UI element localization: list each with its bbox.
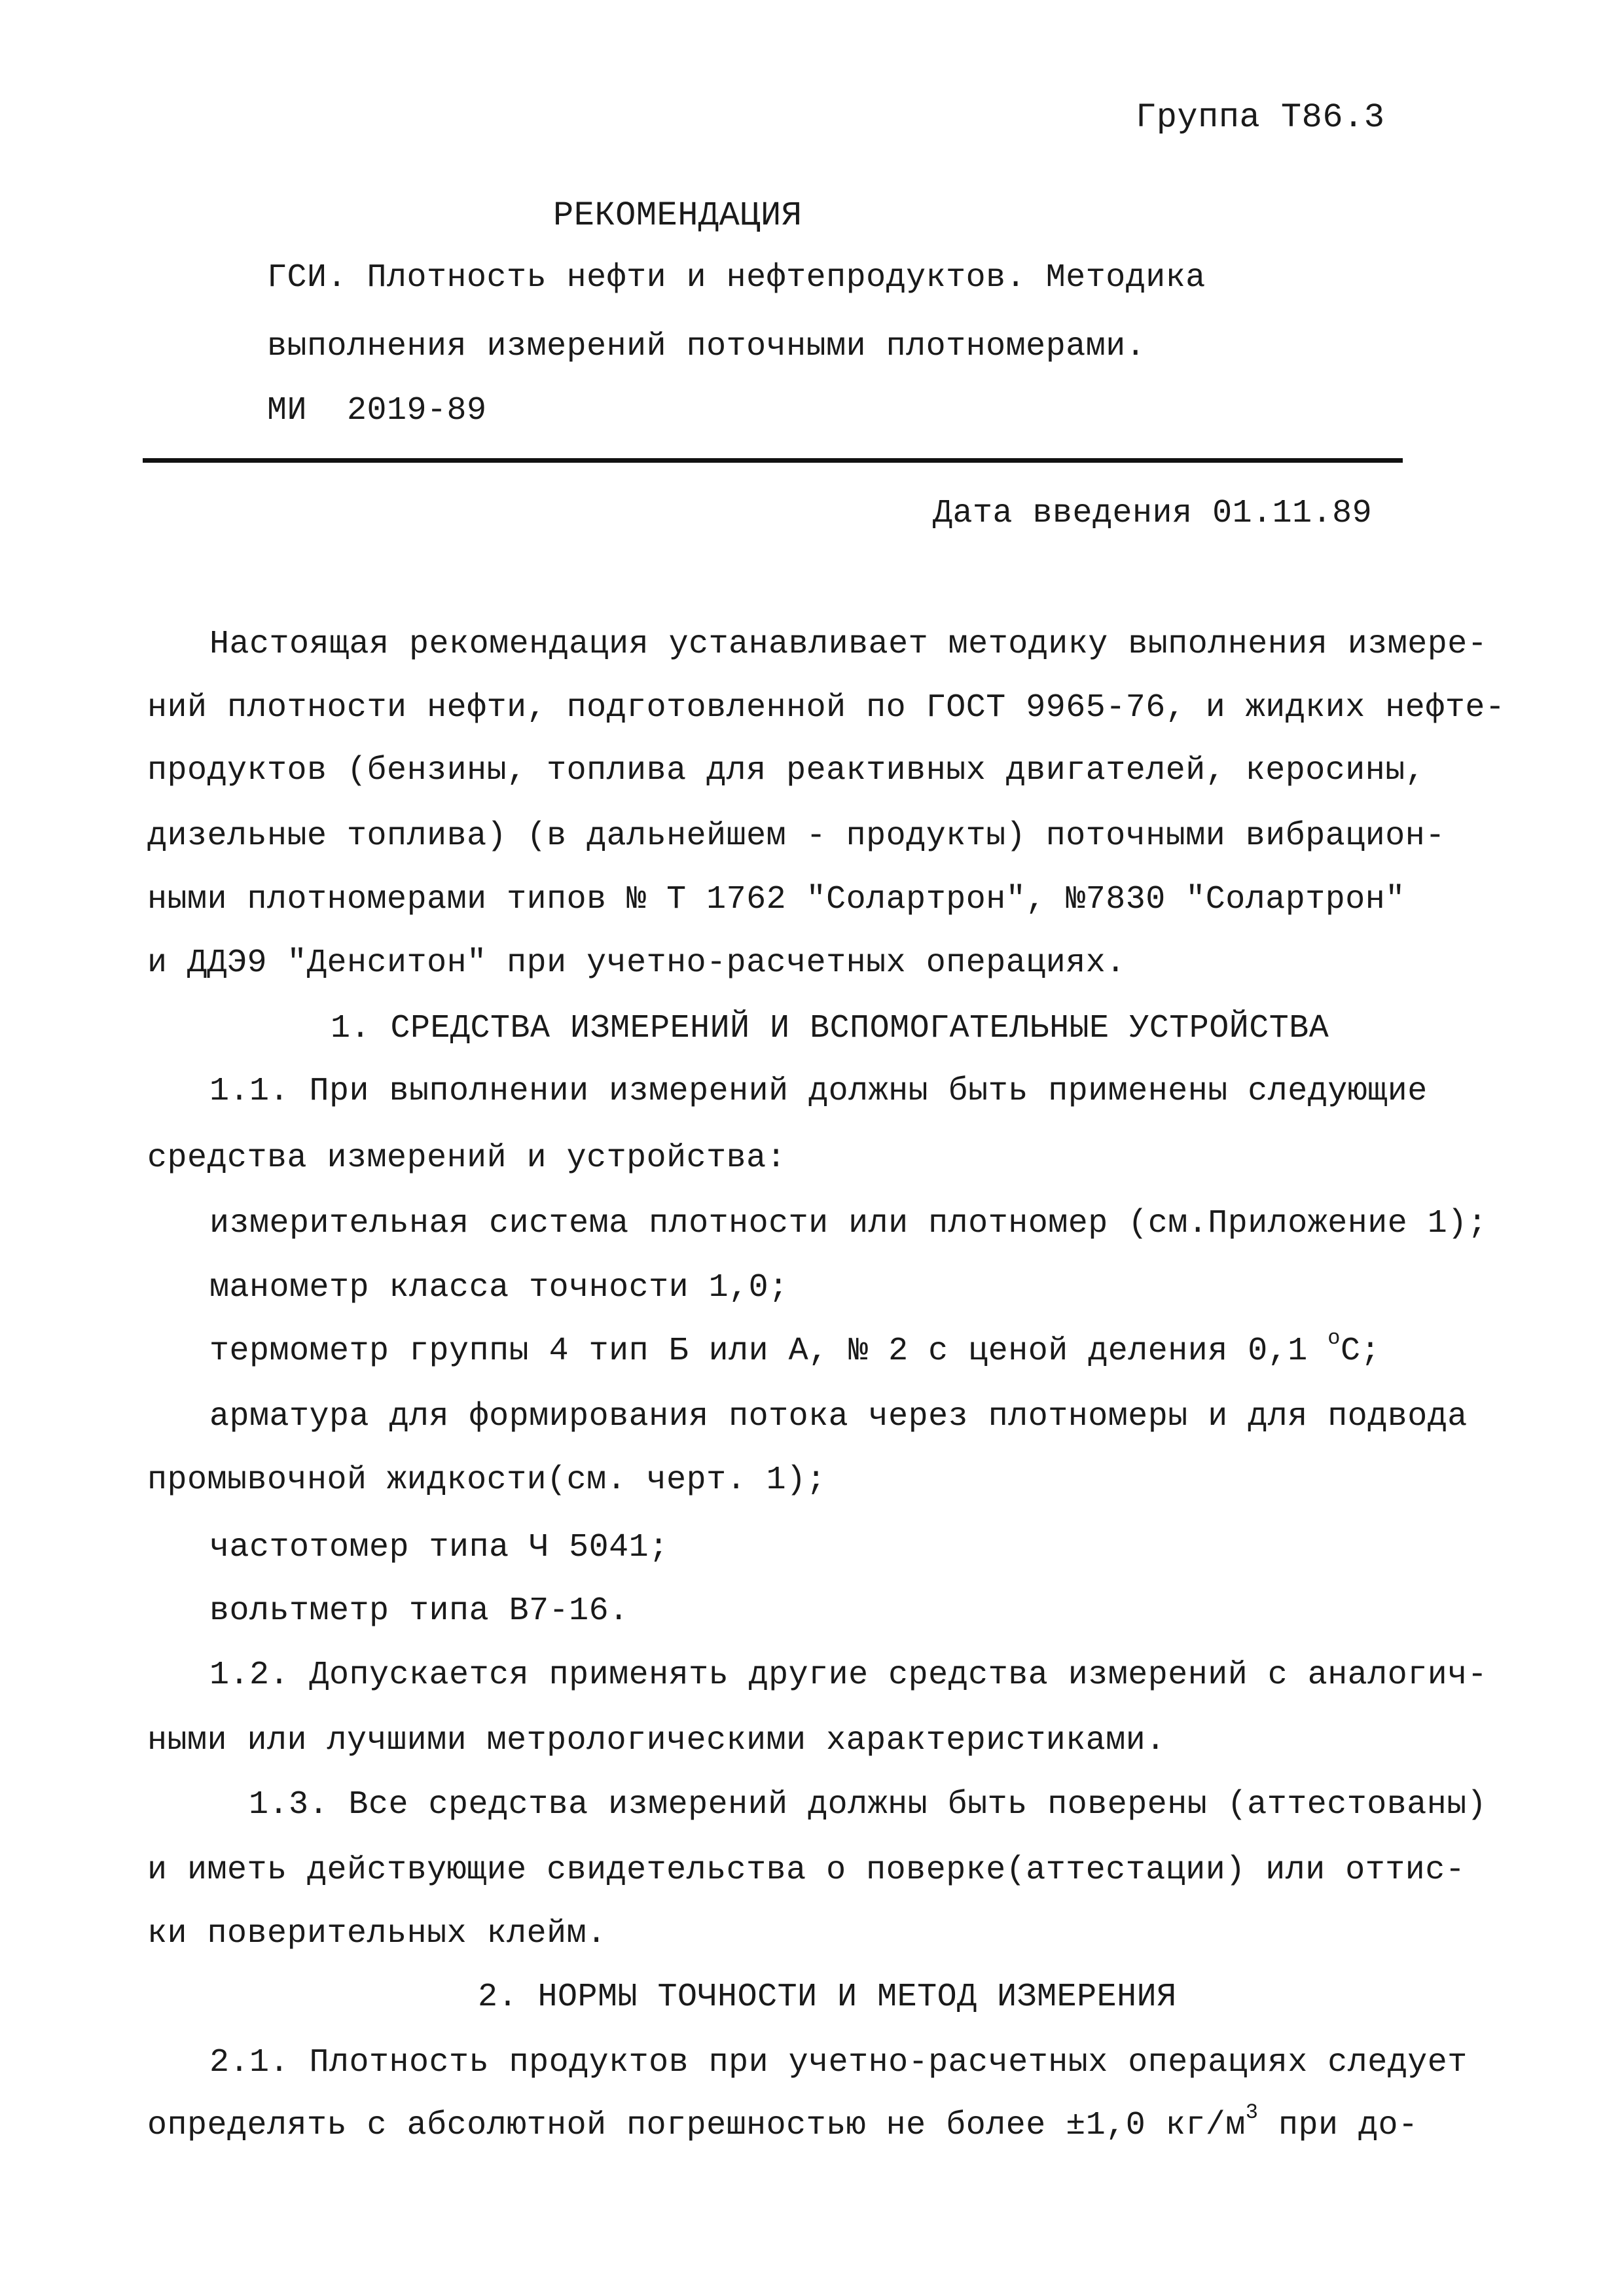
group-code: Группа Т86.3	[1136, 98, 1385, 137]
paragraph-1-3-line: и иметь действующие свидетельства о поверке(аттестации) или оттис-	[147, 1852, 1466, 1889]
paragraph-1-1-line: манометр класса точности 1,0;	[209, 1269, 789, 1306]
intro-line: ными плотномерами типов № Т 1762 "Солартрон", №7830 "Солартрон"	[147, 881, 1405, 918]
degree-sign: о	[1327, 1326, 1341, 1351]
document-title-line-1: ГСИ. Плотность нефти и нефтепродуктов. Методика	[267, 259, 1206, 296]
paragraph-1-1-line: средства измерений и устройства:	[147, 1139, 787, 1177]
thermometer-text: термометр группы 4 тип Б или А, № 2 с ценой деления 0,1	[209, 1333, 1328, 1370]
section-1-heading: 1. СРЕДСТВА ИЗМЕРЕНИЙ И ВСПОМОГАТЕЛЬНЫЕ УСТРОЙСТВА	[331, 1010, 1329, 1047]
intro-line: дизельные топлива) (в дальнейшем - продукты) поточными вибрацион-	[147, 817, 1445, 855]
header-divider	[143, 458, 1403, 463]
intro-line: продуктов (бензины, топлива для реактивных двигателей, керосины,	[147, 752, 1426, 789]
paragraph-1-1-line: арматура для формирования потока через плотномеры и для подвода	[209, 1398, 1468, 1435]
document-designation: МИ 2019-89	[267, 392, 487, 429]
paragraph-1-1-line: измерительная система плотности или плотномер (см.Приложение 1);	[209, 1205, 1488, 1242]
paragraph-1-1-line: промывочной жидкости(см. черт. 1);	[147, 1462, 827, 1499]
paragraph-1-1-line: частотомер типа Ч 5041;	[209, 1529, 669, 1566]
intro-line: ний плотности нефти, подготовленной по ГОСТ 9965-76, и жидких нефте-	[147, 689, 1506, 726]
paragraph-1-2-line: ными или лучшими метрологическими характеристиками.	[147, 1722, 1166, 1759]
paragraph-2-1-line: 2.1. Плотность продуктов при учетно-расчетных операциях следует	[209, 2044, 1468, 2081]
cubic-exponent: 3	[1245, 2100, 1259, 2125]
paragraph-2-1-tail: при до-	[1258, 2107, 1418, 2144]
paragraph-1-3-line: ки поверительных клейм.	[147, 1915, 607, 1952]
paragraph-1-1-line: вольтметр типа В7-16.	[209, 1592, 629, 1630]
paragraph-2-1-text: определять с абсолютной погрешностью не более ±1,0 кг/м	[147, 2107, 1246, 2144]
thermometer-unit: С;	[1340, 1333, 1380, 1370]
paragraph-1-2-line: 1.2. Допускается применять другие средства измерений с аналогич-	[209, 1657, 1488, 1694]
intro-line: Настоящая рекомендация устанавливает методику выполнения измере-	[209, 626, 1488, 663]
section-2-heading: 2. НОРМЫ ТОЧНОСТИ И МЕТОД ИЗМЕРЕНИЯ	[478, 1979, 1177, 2016]
document-title-line-2: выполнения измерений поточными плотномерами.	[267, 328, 1146, 365]
effective-date: Дата введения 01.11.89	[933, 495, 1373, 532]
intro-line: и ДДЭ9 "Денситон" при учетно-расчетных операциях.	[147, 944, 1126, 982]
paragraph-2-1-line	[147, 2100, 1418, 2145]
paragraph-1-1-line: 1.1. При выполнении измерений должны быть применены следующие	[209, 1073, 1428, 1110]
document-type: РЕКОМЕНДАЦИЯ	[553, 196, 803, 235]
thermometer-line	[209, 1326, 1380, 1371]
paragraph-1-3-line: 1.3. Все средства измерений должны быть поверены (аттестованы)	[249, 1786, 1487, 1823]
